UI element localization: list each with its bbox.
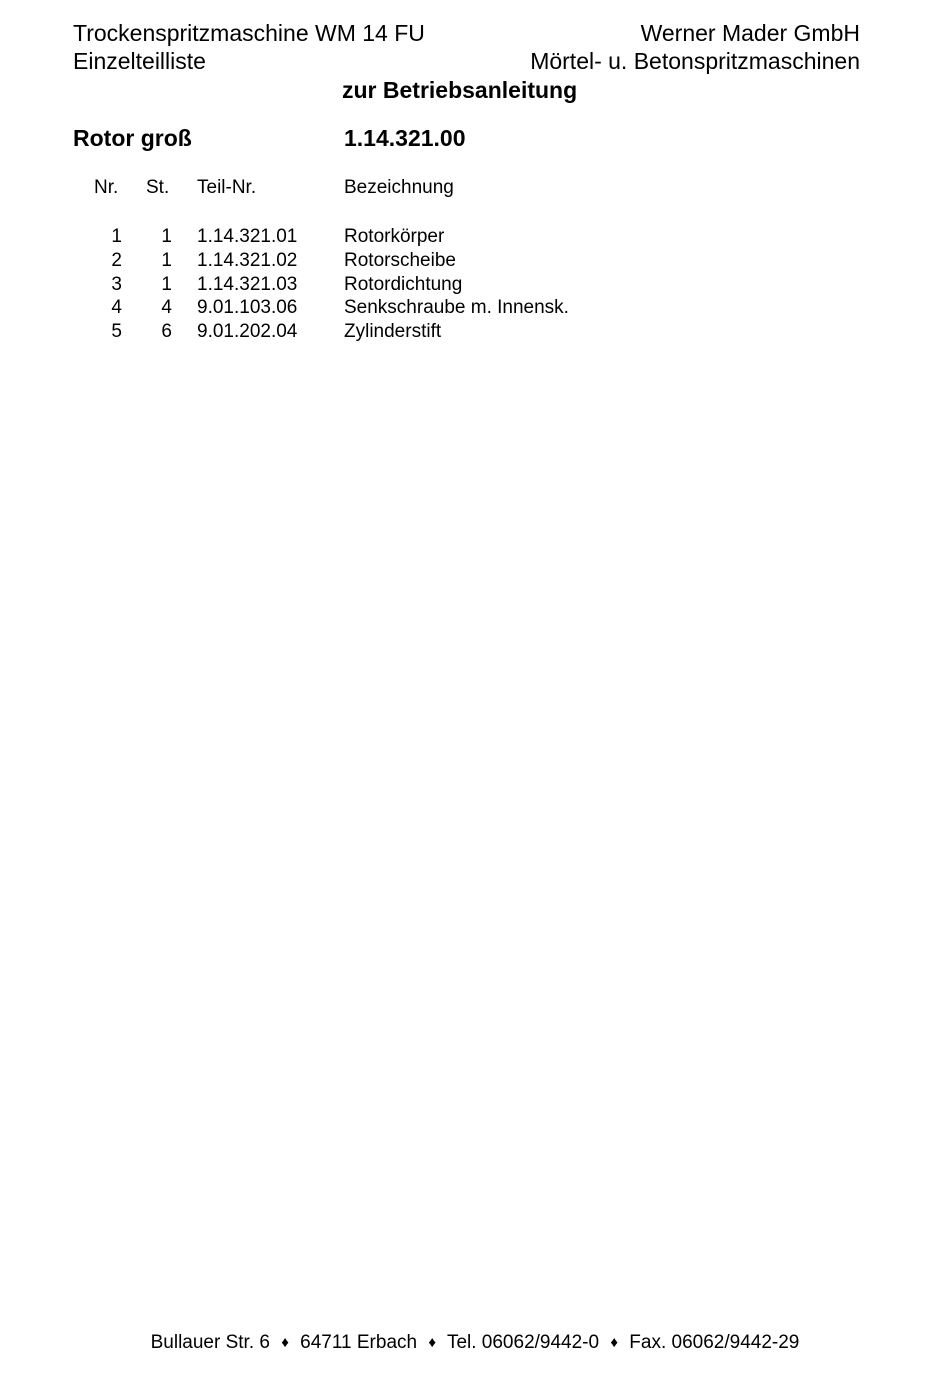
row-nr: 5 — [111, 321, 122, 342]
row-st: 6 — [161, 321, 172, 342]
row-st: 1 — [161, 274, 172, 295]
row-bezeichnung: Rotorscheibe — [344, 250, 456, 271]
table-row — [0, 225, 950, 249]
row-st: 4 — [161, 297, 172, 318]
row-nr: 2 — [111, 250, 122, 271]
diamond-separator-icon: ♦ — [610, 1334, 619, 1351]
table-row — [0, 296, 950, 320]
machine-title: Trockenspritzmaschine WM 14 FU — [73, 20, 425, 46]
footer-address: Bullauer Str. 6 — [150, 1332, 270, 1353]
column-header-bezeichnung: Bezeichnung — [344, 177, 454, 198]
document-type: Einzelteilliste — [73, 48, 206, 74]
company-name: Werner Mader GmbH — [640, 20, 860, 46]
diamond-separator-icon: ♦ — [428, 1334, 437, 1351]
row-teil-nr: 9.01.202.04 — [197, 321, 298, 342]
table-header-row — [0, 176, 950, 200]
row-nr: 4 — [111, 297, 122, 318]
row-teil-nr: 9.01.103.06 — [197, 297, 298, 318]
column-header-teil-nr: Teil-Nr. — [197, 177, 257, 198]
row-bezeichnung: Zylinderstift — [344, 321, 442, 342]
footer-fax: Fax. 06062/9442-29 — [629, 1332, 800, 1353]
table-row — [0, 273, 950, 297]
table-row — [0, 320, 950, 344]
column-header-nr: Nr. — [94, 177, 119, 198]
row-bezeichnung: Senkschraube m. Innensk. — [344, 297, 569, 318]
document-subtitle: zur Betriebsanleitung — [342, 77, 578, 103]
row-teil-nr: 1.14.321.02 — [197, 250, 298, 271]
table-row — [0, 249, 950, 273]
row-nr: 3 — [111, 274, 122, 295]
row-bezeichnung: Rotordichtung — [344, 274, 463, 295]
diamond-separator-icon: ♦ — [281, 1334, 289, 1351]
footer-city: 64711 Erbach — [300, 1332, 418, 1353]
company-footer — [0, 1331, 950, 1355]
footer-phone: Tel. 06062/9442-0 — [446, 1332, 600, 1353]
row-teil-nr: 1.14.321.01 — [197, 226, 298, 247]
row-teil-nr: 1.14.321.03 — [197, 274, 298, 295]
row-bezeichnung: Rotorkörper — [344, 226, 445, 247]
assembly-name: Rotor groß — [73, 125, 192, 151]
row-st: 1 — [161, 226, 172, 247]
column-header-st: St. — [146, 177, 170, 198]
row-nr: 1 — [111, 226, 122, 247]
row-st: 1 — [161, 250, 172, 271]
assembly-number: 1.14.321.00 — [344, 125, 466, 151]
company-tagline: Mörtel- u. Betonspritzmaschinen — [530, 48, 860, 74]
